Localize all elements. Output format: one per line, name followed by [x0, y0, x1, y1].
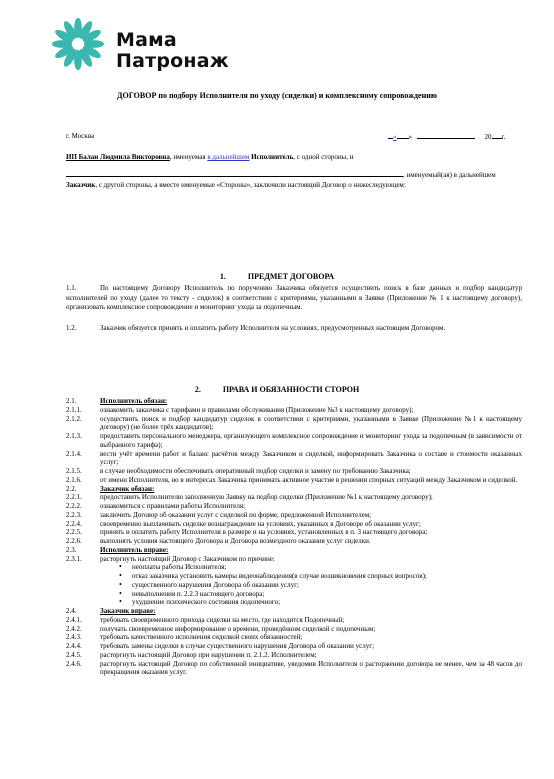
- list-item-text: расторгнуть настоящий Договор с Заказчиком по причине:: [100, 554, 275, 563]
- list-item-text: получать своевременное информирование о времени, проведённом сиделкой с подопечным;: [100, 624, 376, 633]
- date-year-suffix: г.: [501, 133, 506, 141]
- date-quote-close: »: [408, 133, 412, 141]
- list-item: [66, 432, 522, 450]
- party2-line: [66, 169, 496, 180]
- party1-line: [66, 152, 354, 162]
- list-item: [66, 415, 522, 433]
- section1-number: 1.: [219, 272, 226, 281]
- list-item: [66, 555, 522, 564]
- list-bullet-item: [66, 590, 522, 599]
- list-item-text: Исполнитель обязан:: [100, 397, 168, 405]
- list-item-text: ознакомиться с правилами работы Исполнителя;: [100, 502, 246, 510]
- list-item-number: 2.1.5.: [66, 467, 82, 475]
- list-item: [66, 651, 522, 660]
- section1-p1: [66, 284, 522, 313]
- brand-line2: Патронаж: [116, 50, 229, 72]
- list-item-text: расторгнуть настоящий Договор по собственной инициативе, уведомив Исполнителя о расторжении договора не менее, чем за 48 часов до прекращения оказания услуг.: [100, 659, 522, 677]
- list-item: [66, 502, 522, 511]
- list-item: [66, 633, 522, 642]
- list-item-text: ознакомить заказчика с тарифами и правилами обслуживания (Приложение №3 к настоящему договору);: [100, 405, 414, 414]
- party2-role: Заказчик: [66, 181, 96, 189]
- party2-rest: , с другой стороны, а вместе именуемые «Стороны», заключили настоящий Договор о нижеследующем:: [95, 181, 406, 189]
- list-item-number: 2.4.2.: [66, 624, 82, 633]
- section2-heading: ПРАВА И ОБЯЗАННОСТИ СТОРОН: [222, 385, 360, 394]
- list-item-number: 2.4.: [66, 607, 77, 615]
- list-item-number: 2.1.3.: [66, 432, 82, 440]
- section1-heading: ПРЕДМЕТ ДОГОВОРА: [247, 272, 335, 281]
- list-item-number: 2.2.4.: [66, 519, 82, 528]
- list-item-text: Заказчик вправе:: [100, 607, 156, 615]
- list-item-number: 2.2.1.: [66, 493, 82, 502]
- section1-p2: [66, 324, 522, 334]
- list-item: [66, 476, 522, 485]
- list-item: [66, 537, 522, 546]
- list-item-text: существенного нарушения Договора об оказании услуг;: [132, 580, 299, 589]
- list-subheading: [66, 397, 522, 406]
- list-item-number: 2.2.: [66, 484, 77, 493]
- party1-name: ИП Балан Людмила Викторовна: [66, 153, 170, 161]
- list-item-number: 2.1.2.: [66, 414, 82, 423]
- list-item-text: ухудшение психического состояния подопечного;: [132, 598, 281, 607]
- list-item-text: своевременно выплачивать сиделке вознаграждение на условиях, указанных в Договоре об оказании услуг;: [100, 519, 421, 528]
- section1-title: [0, 272, 554, 281]
- list-item-number: 2.3.: [66, 545, 77, 554]
- list-subheading: [66, 607, 522, 616]
- list-item: [66, 493, 522, 502]
- list-item-text: заключить Договор об оказании услуг с сиделкой по форме, предложенной Исполнителем;: [100, 510, 372, 519]
- list-item-text: требовать качественного исполнения сиделкой своих обязанностей;: [100, 633, 303, 642]
- list-item-text: невыполнения п. 2.2.3 настоящего договора;: [132, 589, 265, 598]
- list-item-number: 2.3.1.: [66, 554, 82, 563]
- flower-icon: [50, 16, 106, 72]
- list-item-number: 2.2.2.: [66, 502, 82, 510]
- party2-line-2: [66, 180, 406, 190]
- list-item-text: расторгнуть настоящий Договор при нарушении п. 2.1.2. Исполнителем;: [100, 650, 317, 659]
- list-item-text: осуществить поиск и подбор кандидатур сиделок в соответствии с критериями, указанными в Заявке (Приложение №1 к настоящему договору) (не более трёх кандидатов);: [100, 414, 522, 432]
- list-bullet-item: [66, 563, 522, 572]
- list-subheading: [66, 546, 522, 555]
- list-item-number: 2.4.4.: [66, 642, 82, 650]
- list-item: [66, 660, 522, 678]
- list-item-number: 2.4.6.: [66, 659, 82, 668]
- list-item-text: в случае необходимости обеспечивать оперативный подбор сиделки и замену по требованию Заказчика;: [100, 467, 411, 475]
- list-item: [66, 467, 522, 476]
- section1-p1-text: По настоящему Договору Исполнитель по поручению Заказчика обязуется осуществить поиск в базе данных и подбор кандидатур исполнителей по уходу (далее то тексту - сиделок) в соответствии с критериями, указанными в Заявке (Приложение № 1 к настоящему договору), организовать комплексное сопровождение и мониторинг ухода за подопечным.: [66, 284, 522, 312]
- list-subheading: [66, 485, 522, 494]
- list-item-number: 2.4.1.: [66, 615, 82, 624]
- date-line: [388, 131, 505, 142]
- list-item-number: 2.1.: [66, 397, 77, 405]
- party2-suffix: , именуемый(ая) в дальнейшем: [403, 171, 496, 179]
- brand-logo: [50, 16, 270, 70]
- brand-name: [116, 30, 229, 72]
- list-item: [66, 450, 522, 468]
- list-item-text: Исполнитель вправе:: [100, 545, 169, 554]
- list-item-number: 2.1.4.: [66, 449, 82, 458]
- party1-role: Исполнитель: [249, 153, 294, 161]
- list-item: [66, 642, 522, 651]
- document-title: ДОГОВОР по подбору Исполнителя по уходу (сиделки) и комплексному сопровождению: [117, 91, 437, 100]
- list-item-number: 2.2.3.: [66, 510, 82, 519]
- list-item: [66, 528, 522, 537]
- place: г. Москва: [66, 132, 95, 140]
- list-item-text: требовать замены сиделки в случае существенного нарушения Договора об оказании услуг;: [100, 642, 375, 650]
- list-item-text: предоставить персонального менеджера, организующего комплексное сопровождение и мониторинг ухода за подопечным (в зависимости от выбранного тарифа);: [100, 432, 522, 449]
- list-item-text: от имени Исполнителя, но в интересах Заказчика принимать активное участие в решении спорных ситуаций между Заказчиком и сиделкой.: [100, 475, 518, 484]
- section2-list: [66, 397, 522, 677]
- list-item-text: принять и оплатить работу Исполнителя в размере и на условиях, установленных в п. 3 настоящего договора;: [100, 528, 428, 537]
- list-item-text: Заказчик обязан:: [100, 484, 155, 493]
- section1-p2-number: 1.2.: [66, 324, 77, 332]
- date-year: 20: [484, 133, 492, 141]
- list-item-text: неоплаты работы Исполнителя;: [132, 563, 227, 572]
- list-item: [66, 520, 522, 529]
- party1-mid: , именуемая: [169, 153, 208, 161]
- section1-p1-number: 1.1.: [66, 284, 77, 292]
- list-bullet-item: [66, 598, 522, 607]
- list-item-text: предоставить Исполнителю заполненную Заявку на подбор сиделки (Приложение №1 к настоящему договору);: [100, 493, 433, 502]
- list-item-number: 2.1.6.: [66, 475, 82, 484]
- party1-link[interactable]: в дальнейшем: [207, 153, 250, 161]
- brand-line1: Мама: [116, 29, 177, 51]
- list-bullet-item: [66, 572, 522, 581]
- section1-p2-text: Заказчик обязуется принять и оплатить работу Исполнителя на условиях, предусмотренных настоящим Договором.: [100, 324, 446, 332]
- list-item: [66, 511, 522, 520]
- section2-number: 2.: [194, 385, 201, 394]
- list-item-text: требовать своевременного прихода сиделки на место, где находится Подопечный;: [100, 615, 345, 624]
- list-item-number: 2.2.5.: [66, 528, 82, 537]
- list-bullet-item: [66, 581, 522, 590]
- list-item: [66, 406, 522, 415]
- list-item-number: 2.2.6.: [66, 537, 82, 545]
- list-item-text: выполнять условия настоящего Договора и Договора возмездного оказания услуг сиделки.: [100, 537, 371, 545]
- list-item: [66, 616, 522, 625]
- date-quote-open: «: [393, 133, 397, 141]
- list-item-number: 2.1.1.: [66, 405, 82, 414]
- list-item-number: 2.4.5.: [66, 650, 82, 659]
- party1-rest: , с одной стороны, и: [293, 153, 354, 161]
- list-item: [66, 625, 522, 634]
- list-item-text: отказ заказчика установить камеры видеонаблюдения(в случае возникновения спорных вопросов);: [132, 572, 427, 580]
- list-item-number: 2.4.3.: [66, 633, 82, 642]
- list-item-text: вести учёт времени работ и баланс расчётов между Заказчиком и сиделкой, информировать Заказчика о составе и стоимости оказанных услуг;: [100, 449, 522, 467]
- section2-title: [0, 385, 554, 394]
